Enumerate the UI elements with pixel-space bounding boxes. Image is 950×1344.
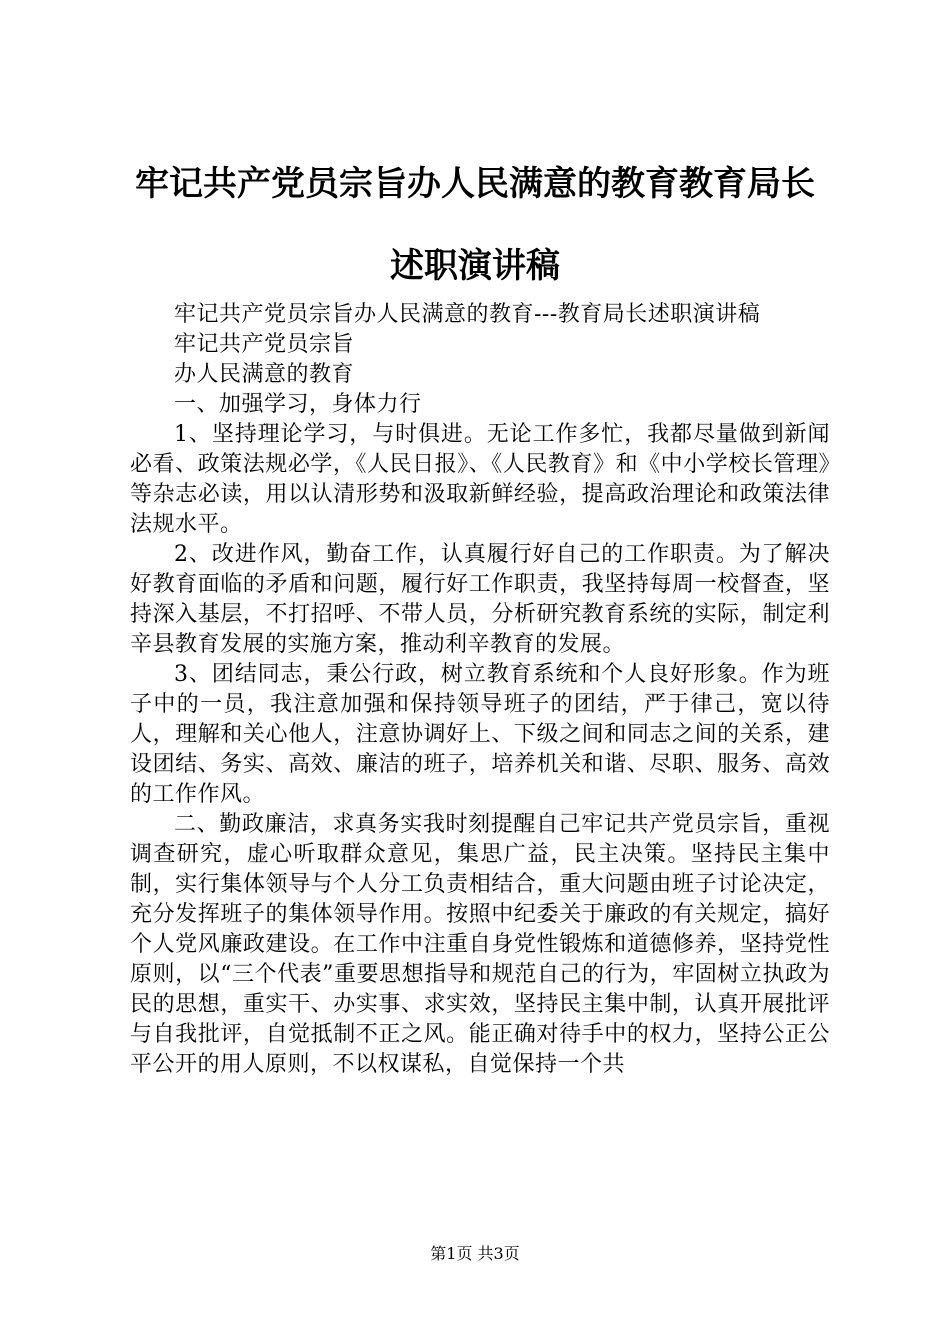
document-body <box>130 300 830 1080</box>
paragraph-subtitle: 牢记共产党员宗旨办人民满意的教育---教育局长述职演讲稿 <box>174 302 761 327</box>
paragraph-item-3: 3、团结同志，秉公行政，树立教育系统和个人良好形象。作为班子中的一员，我注意加强和保持领导班子的团结，严于律己，宽以待人，理解和关心他人，注意协调好上、下级之间和同志之间的关系，建设团结、务实、高效、廉洁的班子，培养机关和谐、尽职、服务、高效的工作作风。 <box>130 662 830 807</box>
paragraph-item-1: 1、坚持理论学习，与时俱进。无论工作多忙，我都尽量做到新闻必看、政策法规必学，《人民日报》、《人民教育》和《中小学校长管理》等杂志必读，用以认清形势和汲取新鲜经验，提高政治理论和政策法律法规水平。 <box>130 422 830 537</box>
section-heading-1: 一、加强学习，身体力行 <box>174 392 422 417</box>
page-footer: 第1页 共3页 <box>430 1244 520 1263</box>
paragraph-item-2: 2、改进作风，勤奋工作，认真履行好自己的工作职责。为了解决好教育面临的矛盾和问题，履行好工作职责，我坚持每周一校督查，坚持深入基层，不打招呼、不带人员，分析研究教育系统的实际，制定利辛县教育发展的实施方案，推动利辛教育的发展。 <box>130 542 830 657</box>
paragraph-section-2: 二、勤政廉洁，求真务实我时刻提醒自己牢记共产党员宗旨，重视调查研究，虚心听取群众意见，集思广益，民主决策。坚持民主集中制，实行集体领导与个人分工负责相结合，重大问题由班子讨论决定，充分发挥班子的集体领导作用。按照中纪委关于廉政的有关规定，搞好个人党风廉政建设。在工作中注重自身党性锻炼和道德修养，坚持党性原则，以“三个代表”重要思想指导和规范自己的行为，牢固树立执政为民的思想，重实干、办实事、求实效，坚持民主集中制，认真开展批评与自我批评，自觉抵制不正之风。能正确对待手中的权力，坚持公正公平公开的用人原则，不以权谋私，自觉保持一个共 <box>130 812 830 1077</box>
paragraph-motto-1: 牢记共产党员宗旨 <box>174 332 355 357</box>
document-title-line-1: 牢记共产党员宗旨办人民满意的教育教育局长 <box>135 164 815 204</box>
document-title-line-2: 述职演讲稿 <box>390 246 560 286</box>
paragraph-motto-2: 办人民满意的教育 <box>174 362 355 387</box>
